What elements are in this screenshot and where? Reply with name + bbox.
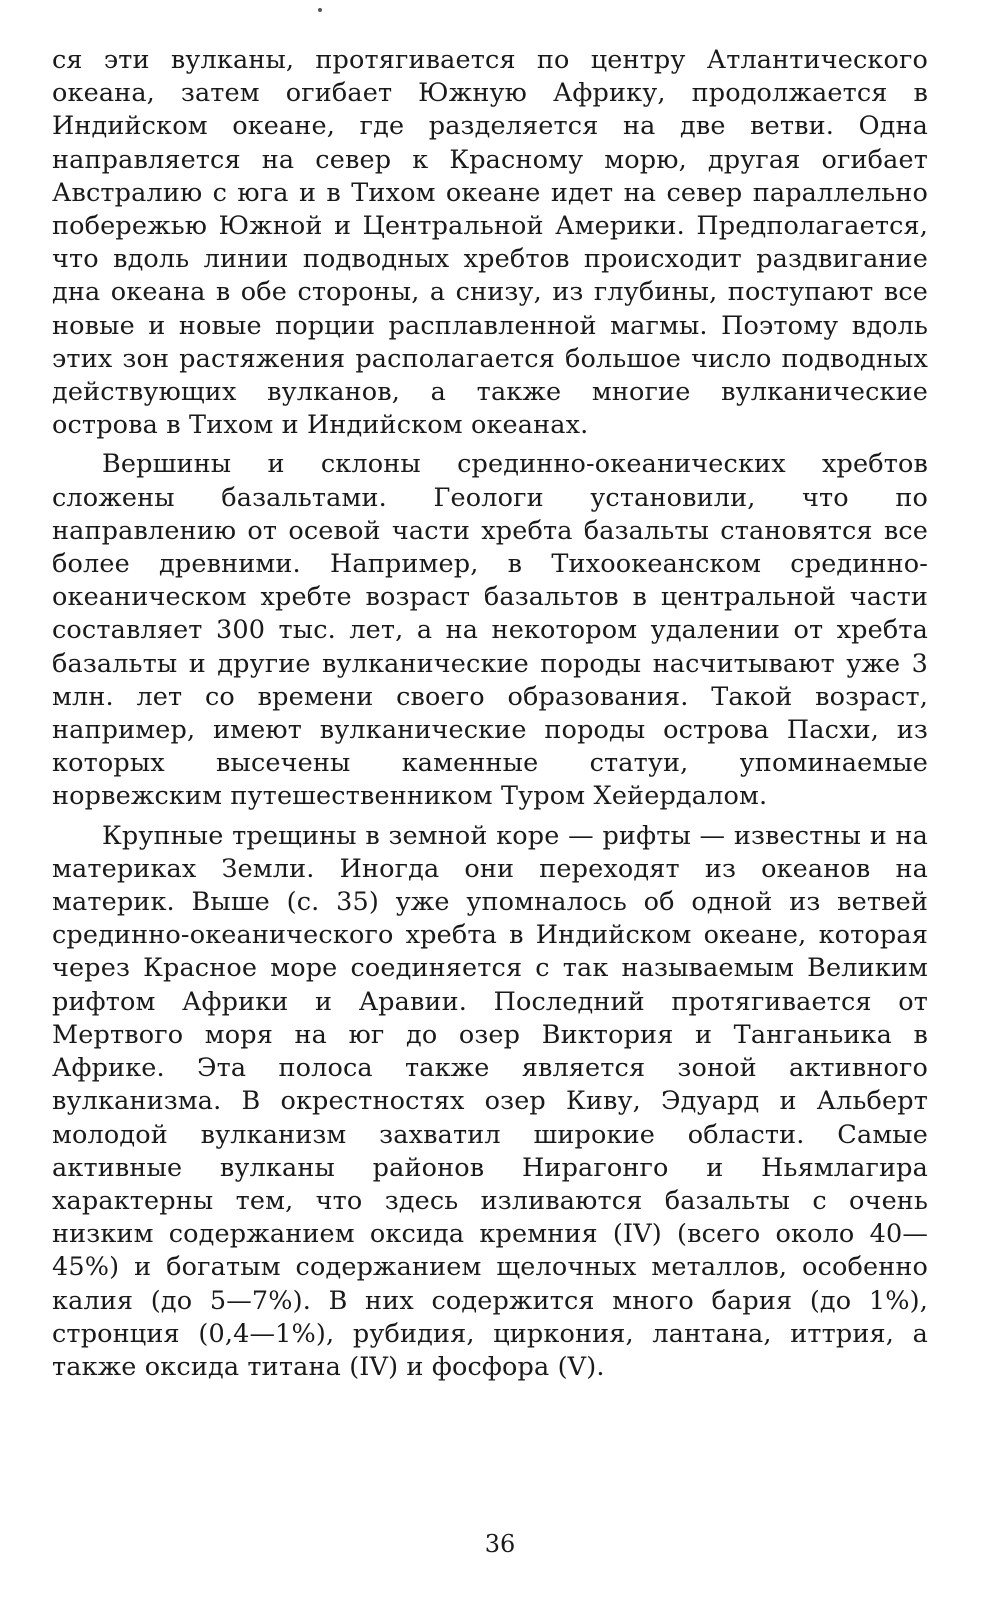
paragraph-3: Крупные трещины в земной коре — рифты — известны и на материках Земли. Иногда они переходят из океанов на материк. Выше (с. 35) уже упомналось об одной из ветвей срединно-океанического хребта в Индийском океане, которая через Красное море соединяется с так называемым Великим рифтом Африки и Аравии. Последний протягивается от Мертвого моря на юг до озер Виктория и Танганьика в Африке. Эта полоса также является зоной активного вулканизма. В окрестностях озер Киву, Эдуард и Альберт молодой вулканизм захватил широкие области. Самые активные вулканы районов Нирагонго и Ньямлагира характерны тем, что здесь изливаются базальты с очень низким содержанием оксида кремния (IV) (всего около 40—45%) и богатым содержанием щелочных металлов, особенно калия (до 5—7%). В них содержится много бария (до 1%), стронция (0,4—1%), рубидия, циркония, лантана, иттрия, а также оксида титана (IV) и фосфора (V). <box>52 820 928 1382</box>
page-number: 36 <box>484 1530 516 1558</box>
print-speck <box>318 8 322 12</box>
paragraph-2: Вершины и склоны срединно-океанических хребтов сложены базальтами. Геологи установили, что по направлению от осевой части хребта базальты становятся все более древними. Например, в Тихоокеанском срединно-океаническом хребте возраст базальтов в центральной части составляет 300 тыс. лет, а на некотором удалении от хребта базальты и другие вулканические породы насчитывают уже 3 млн. лет со времени своего образования. Такой возраст, например, имеют вулканические породы острова Пасхи, из которых высечены каменные статуи, упоминаемые норвежским путешественником Туром Хейердалом. <box>52 449 928 812</box>
paragraph-1: ся эти вулканы, протягивается по центру Атлантического океана, затем огибает Южную Африку, продолжается в Индийском океане, где разделяется на две ветви. Одна направляется на север к Красному морю, другая огибает Австралию с юга и в Тихом океане идет на север параллельно побережью Южной и Центральной Америки. Предполагается, что вдоль линии подводных хребтов происходит раздвигание дна океана в обе стороны, а снизу, из глубины, поступают все новые и новые порции расплавленной магмы. Поэтому вдоль этих зон растяжения располагается большое число подводных действующих вулканов, а также многие вулканические острова в Тихом и Индийском океанах. <box>52 45 928 441</box>
body-text <box>52 44 928 1390</box>
